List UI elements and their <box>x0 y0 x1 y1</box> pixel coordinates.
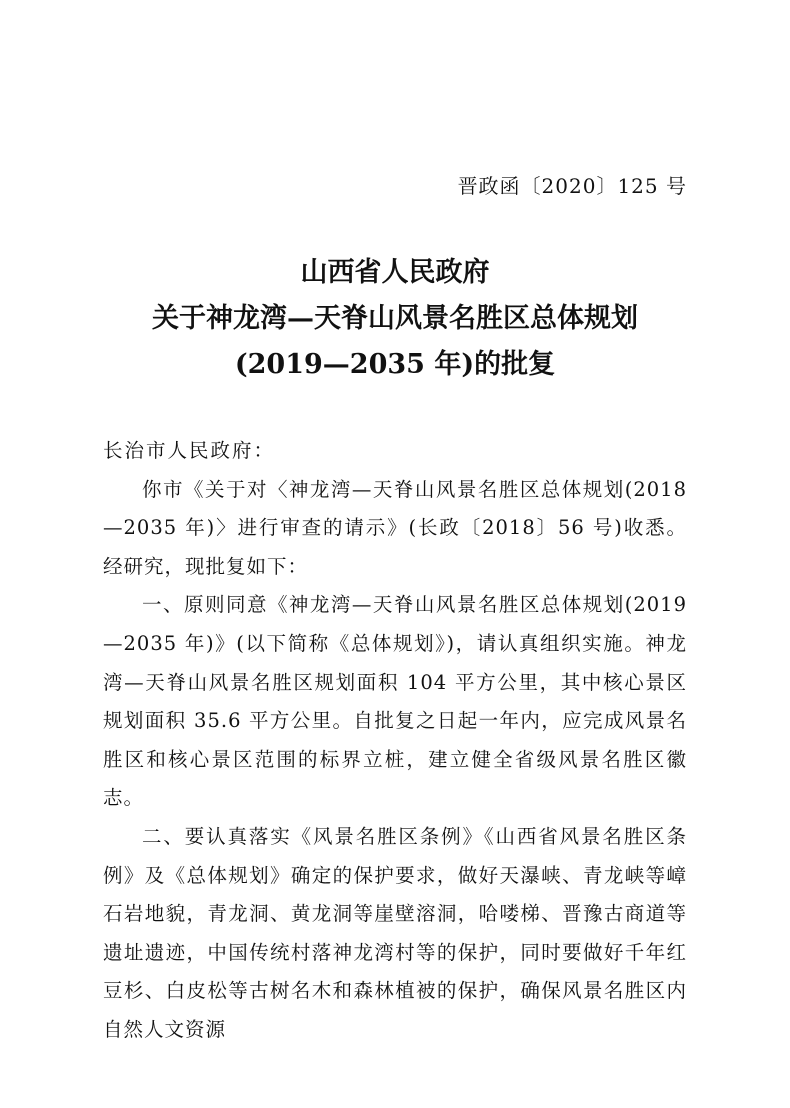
document-body <box>103 432 687 1050</box>
title-line-period: (2019—2035 年)的批复 <box>234 349 556 380</box>
paragraph-receipt: 你市《关于对〈神龙湾—天脊山风景名胜区总体规划(2018—2035 年)〉进行审查的请示》(长政〔2018〕56 号)收悉。经研究，现批复如下： <box>103 477 687 578</box>
salutation: 长治市人民政府： <box>103 439 276 462</box>
paragraph-protection: 二、要认真落实《风景名胜区条例》《山西省风景名胜区条例》及《总体规划》确定的保护要求，做好天瀑峡、青龙峡等嶂石岩地貌，青龙洞、黄龙洞等崖壁溶洞，哈喽梯、晋豫古商道等遗址遗迹，中国传统村落神龙湾村等的保护，同时要做好千年红豆杉、白皮松等古树名木和森林植被的保护，确保风景名胜区内自然人文资源 <box>103 824 687 1041</box>
title-line-issuer: 山西省人民政府 <box>300 257 490 288</box>
paragraph-approval: 一、原则同意《神龙湾—天脊山风景名胜区总体规划(2019—2035 年)》(以下简称《总体规划》)，请认真组织实施。神龙湾—天脊山风景名胜区规划面积 104 平方公里，其中核心景区规划面积 35.6 平方公里。自批复之日起一年内，应完成风景名胜区和核心景区范围的标界立桩，建立健全省级风景名胜区徽志。 <box>103 593 687 810</box>
title-line-subject: 关于神龙湾—天脊山风景名胜区总体规划 <box>152 303 638 334</box>
document-number: 晋政函〔2020〕125 号 <box>457 174 687 198</box>
document-title <box>0 250 790 388</box>
